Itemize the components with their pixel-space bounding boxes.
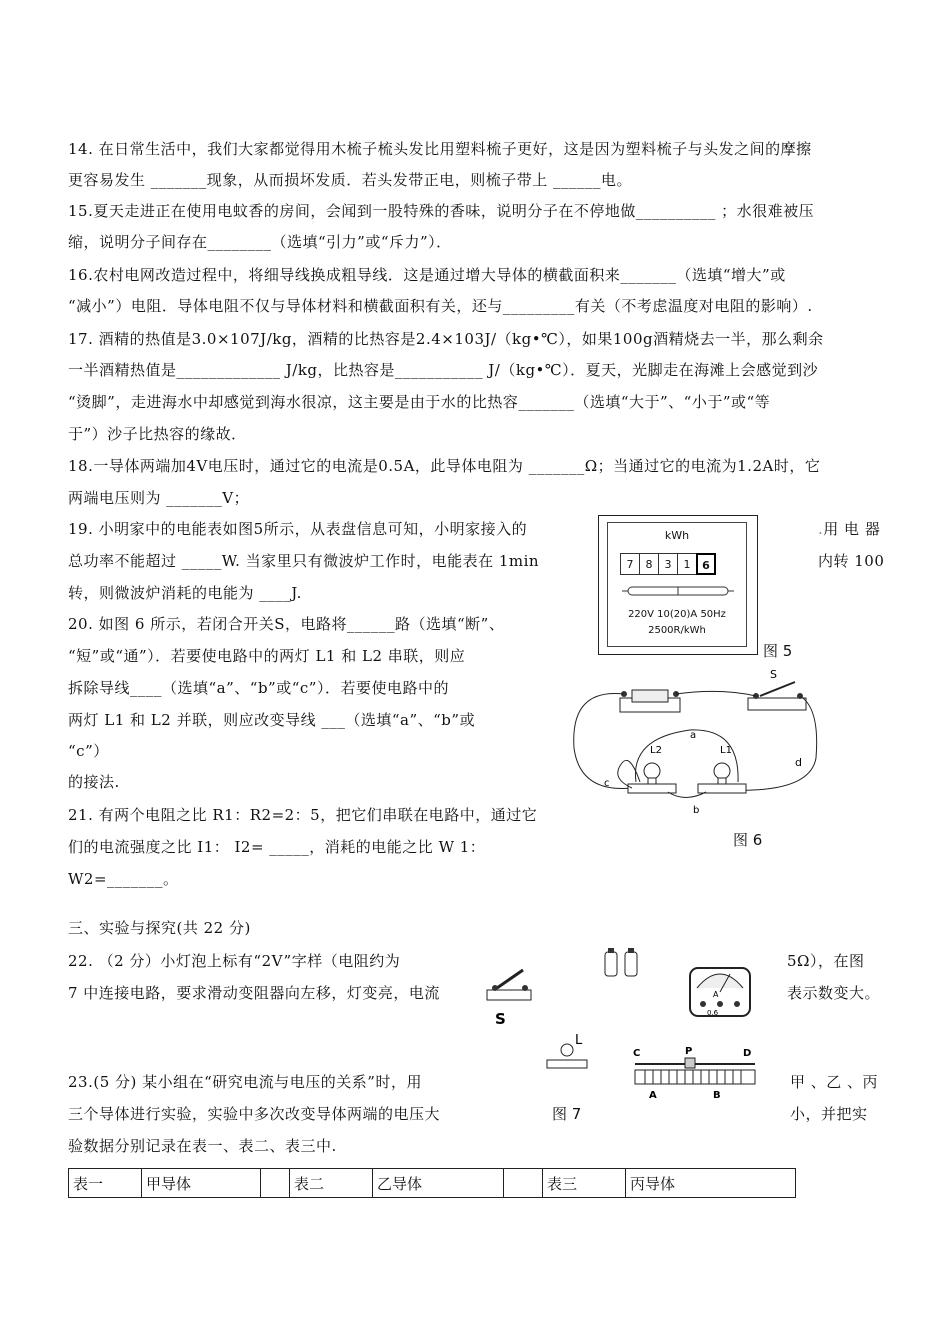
bulb-l1-icon [714,763,730,779]
q22-line2-right: 表示数变大。 [787,984,881,1002]
lamp-base-l1 [698,784,746,793]
section-3-heading: 三、实验与探究(共 22 分) [68,919,251,937]
ammeter-letter: A [713,990,719,999]
table-cell: 甲导体 [142,1169,261,1198]
wire-a-label: a [690,730,697,741]
rheostat-p-label: P [685,1046,693,1057]
rheostat-a-label: A [649,1090,657,1101]
meter-digit: 8 [639,553,659,575]
figure-6-caption: 图 6 [733,831,763,849]
q14-line1: 14. 在日常生活中，我们大家都觉得用木梳子梳头发比用塑料梳子更好，这是因为塑料梳子与头发之间的摩擦 [68,140,812,158]
wire-b-label: b [693,805,700,816]
q17-line1: 17. 酒精的热值是3.0×107J/kg，酒精的比热容是2.4×103J/（kg•℃），如果100g酒精烧去一半，那么剩余 [68,330,824,348]
q20-line5: “c”） [68,742,109,760]
table-cell: 表三 [543,1169,626,1198]
q21-line3: W2=_______。 [68,870,179,888]
q22-line1: 22. （2 分）小灯泡上标有“2V”字样（电阻约为 [68,952,401,970]
meter-spec-1: 220V 10(20)A 50Hz [628,609,726,620]
ammeter-scale: 0.6 [707,1009,719,1017]
q17-line4: 于”）沙子比热容的缘故． [68,425,247,443]
q19-line1-right: .用 电 器 [818,520,881,538]
q23-line1: 23.(5 分) 某小组在“研究电流与电压的关系”时，用 [68,1073,422,1091]
meter-digit-decimal: 6 [696,553,716,575]
meter-digit: 3 [658,553,678,575]
meter-spec-2: 2500R/kWh [648,625,706,636]
q19-line2: 总功率不能超过 _____W. 当家里只有微波炉工作时，电能表在 1min [68,552,540,570]
q16-line1: 16.农村电网改造过程中，将细导线换成粗导线．这是通过增大导体的横截面积来_______（选填“增大”或 [68,266,786,284]
rheostat-icon [635,1058,755,1084]
switch-s-icon [487,970,531,1000]
meter-disc-icon [622,583,734,599]
q19-line2-right: 内转 100 [818,552,885,570]
ammeter-icon [690,968,750,1016]
q14-line2: 更容易发生 _______现象，从而损坏发质．若头发带正电，则梳子带上 ______电。 [68,171,633,189]
lamp-l2-label: L2 [650,745,662,756]
table-cell: 表一 [69,1169,142,1198]
wire-d-label: d [795,756,802,769]
q15-line2: 缩，说明分子间存在________（选填“引力”或“斥力”）． [68,233,452,251]
q15-line1: 15.夏天走进正在使用电蚊香的房间，会闻到一股特殊的香味，说明分子在不停地做__________ ；水很难被压 [68,202,815,220]
circuit-figure [570,668,822,823]
q20-line6: 的接法. [68,773,120,791]
q23-line2-right: 小，并把实 [790,1105,868,1123]
data-table [68,1168,796,1198]
table-row [69,1169,796,1198]
switch-s-label: S [495,1010,506,1028]
q18-line1: 18.一导体两端加4V电压时，通过它的电流是0.5A，此导体电阻为 _______Ω；当通过它的电流为1.2A时，它 [68,457,821,475]
q21-line1: 21. 有两个电阻之比 R1：R2=2：5，把它们串联在电路中，通过它 [68,806,538,824]
q20-line4: 两灯 L1 和 L2 并联，则应改变导线 ___（选填“a”、“b”或 [68,711,476,729]
q22-line1-right: 5Ω），在图 [787,952,865,970]
wire-c-label: c [604,778,610,789]
meter-digit: 7 [620,553,640,575]
q19-line3: 转，则微波炉消耗的电能为 ____J. [68,584,302,602]
q18-line2: 两端电压则为 _______V； [68,489,250,507]
rheostat-b-label: B [713,1090,721,1101]
table-cell: 乙导体 [373,1169,504,1198]
battery-cells-icon [605,948,637,976]
q17-line2: 一半酒精热值是_____________ J/kg，比热容是___________ J/（kg•℃）．夏天，光脚走在海滩上会感觉到沙 [68,361,819,379]
q20-line3: 拆除导线____（选填“a”、“b”或“c”）．若要使电路中的 [68,679,449,697]
electricity-meter-figure [598,515,758,655]
lamp-l-label: L [575,1033,583,1048]
q17-line3: “烫脚”，走进海水中却感觉到海水很凉，这主要是由于水的比热容_______（选填“大于”、“小于”或“等 [68,393,771,411]
q23-line1-right: 甲 、乙 、丙 [790,1073,879,1091]
figure-5-caption: 图 5 [763,642,793,660]
rheostat-c-label: C [633,1048,641,1059]
bulb-l2-icon [644,763,660,779]
table-cell: 丙导体 [626,1169,796,1198]
switch-icon [748,698,806,710]
figure-7-caption: 图 7 [552,1105,582,1123]
rheostat-d-label: D [743,1048,752,1059]
meter-digit: 1 [677,553,697,575]
q16-line2: “减小”）电阻．导体电阻不仅与导体材料和横截面积有关，还与_________有关（不考虑温度对电阻的影响）. [68,297,813,315]
table-cell: 表二 [290,1169,373,1198]
meter-unit: kWh [664,529,690,542]
q19-line1: 19. 小明家中的电能表如图5所示，从表盘信息可知，小明家接入的 [68,520,528,538]
meter-digits [620,553,715,575]
q20-line1: 20. 如图 6 所示，若闭合开关S，电路将______路（选填“断”、 [68,615,505,633]
q20-line2: “短”或“通”）．若要使电路中的两灯 L1 和 L2 串联，则应 [68,647,466,665]
q23-line2: 三个导体进行实验，实验中多次改变导体两端的电压大 [68,1105,441,1123]
lamp-base-l2 [628,784,676,793]
figure-7-components [485,940,785,1120]
q21-line2: 们的电流强度之比 I1： I2= _____，消耗的电能之比 W 1： [68,838,486,856]
switch-label: S [770,668,777,681]
table-cell [504,1169,543,1198]
q22-line2: 7 中连接电路，要求滑动变阻器向左移，灯变亮，电流 [68,984,440,1002]
table-cell [261,1169,290,1198]
q23-line3: 验数据分别记录在表一、表二、表三中. [68,1137,337,1155]
lamp-l1-label: L1 [720,745,732,756]
